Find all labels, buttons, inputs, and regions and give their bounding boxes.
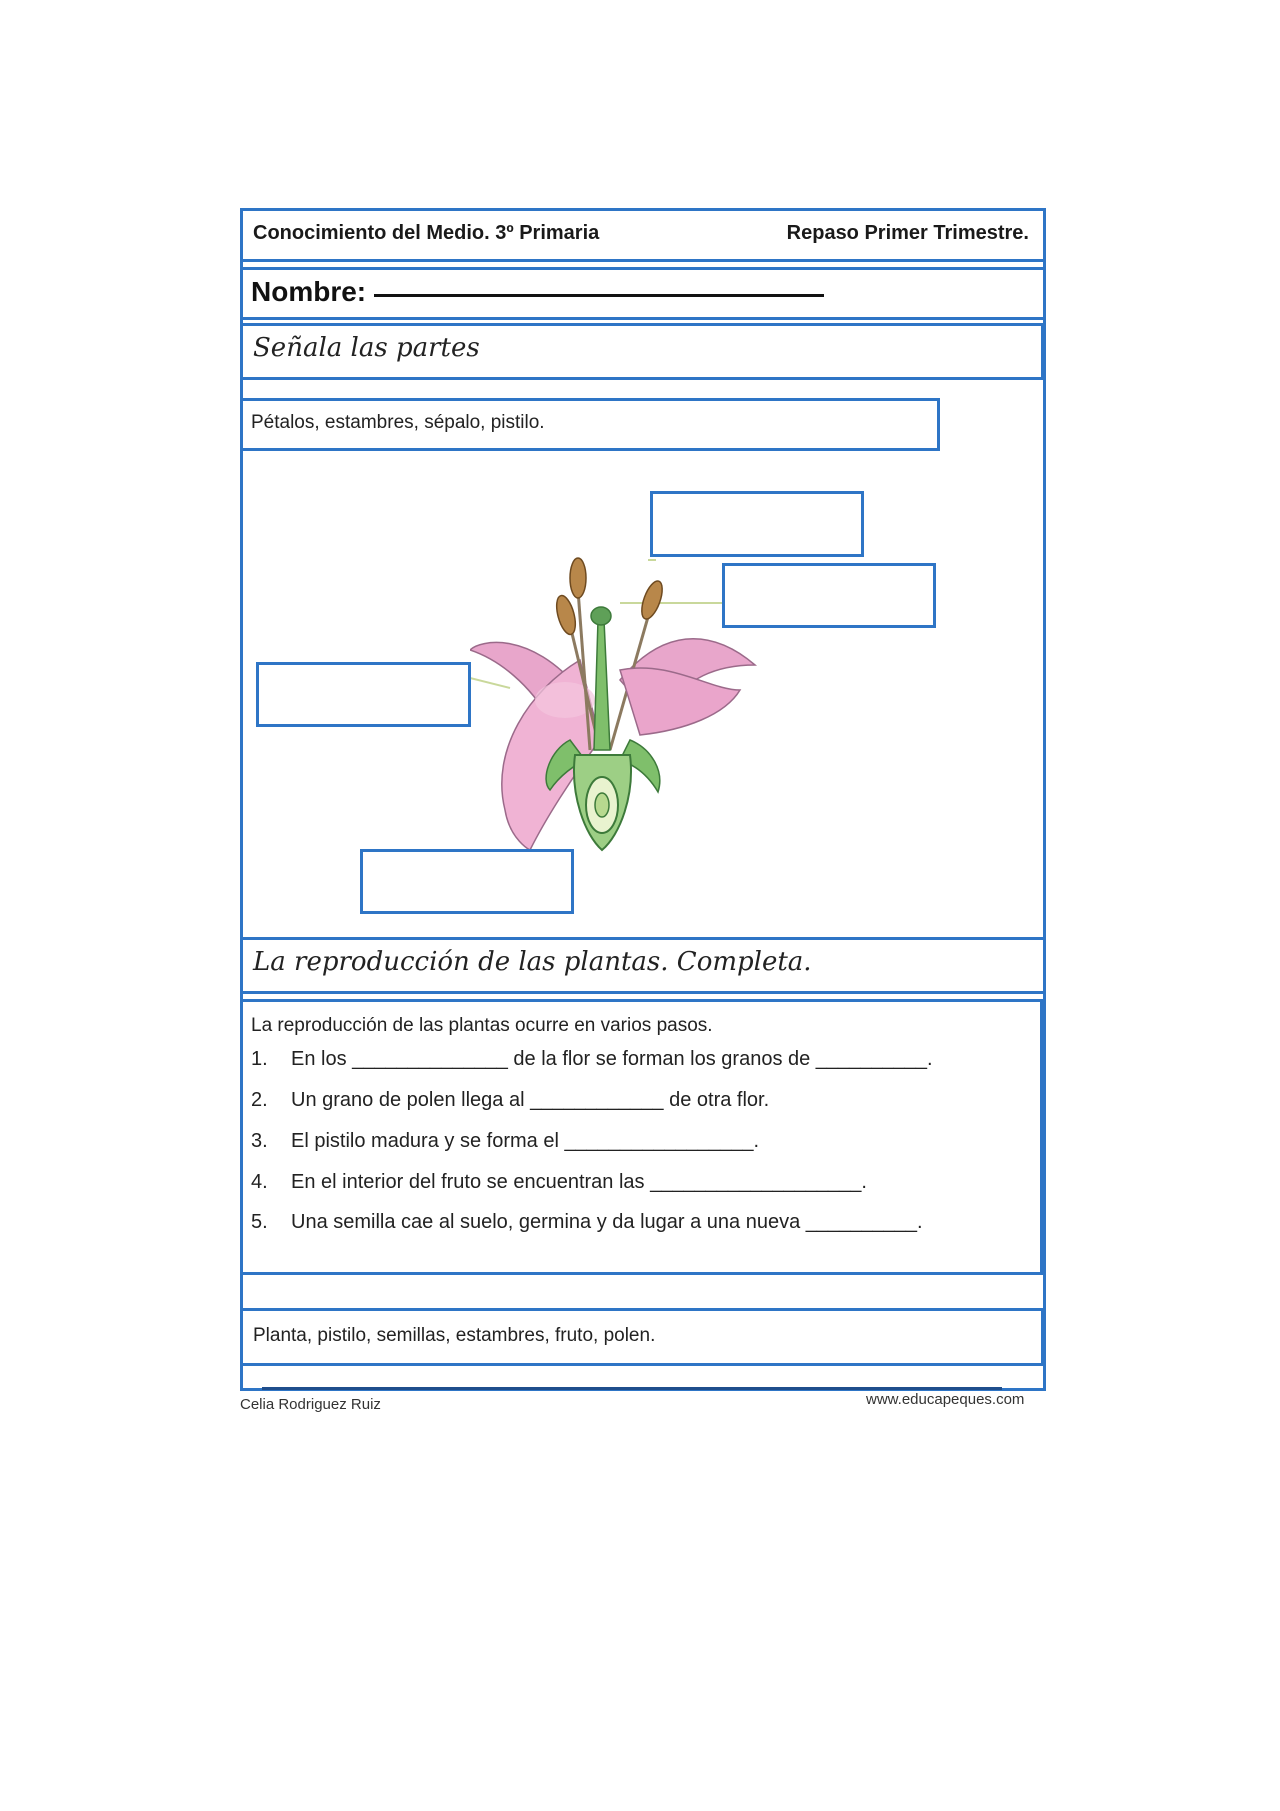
step-number: 3.: [251, 1130, 268, 1152]
name-label-text: Nombre:: [251, 276, 367, 307]
word-bank-2: [240, 1308, 1044, 1366]
anther: [638, 578, 667, 621]
step-number: 1.: [251, 1048, 268, 1070]
term-title: Repaso Primer Trimestre.: [786, 222, 1029, 244]
step-number: 2.: [251, 1089, 268, 1111]
name-row: [240, 267, 1046, 320]
exercise-step: [251, 1211, 923, 1234]
step-text[interactable]: Una semilla cae al suelo, germina y da lugar a una nueva __________.: [291, 1211, 923, 1233]
author-credit: Celia Rodriguez Ruiz: [240, 1396, 381, 1413]
anther: [553, 594, 579, 637]
exercise-step: [251, 1130, 759, 1153]
header-bar: [240, 208, 1046, 262]
section1-title-box: [240, 323, 1044, 380]
petal: [620, 668, 740, 735]
word-bank-1: [240, 398, 940, 451]
section1-title: Señala las partes: [253, 333, 480, 363]
step-number: 4.: [251, 1171, 268, 1193]
label-answer-box[interactable]: [256, 662, 471, 727]
exercise-intro: La reproducción de las plantas ocurre en varios pasos.: [251, 1015, 713, 1036]
exercise-step: [251, 1089, 769, 1112]
section2-title: La reproducción de las plantas. Completa.: [253, 947, 812, 977]
pointer-line: [470, 678, 510, 688]
anther: [570, 558, 586, 598]
step-number: 5.: [251, 1211, 268, 1233]
step-text[interactable]: Un grano de polen llega al ____________ de otra flor.: [291, 1089, 770, 1111]
exercise-box: [240, 999, 1043, 1275]
label-answer-box[interactable]: [722, 563, 936, 628]
word-bank-2-text: Planta, pistilo, semillas, estambres, fruto, polen.: [253, 1325, 656, 1346]
pistil: [594, 620, 610, 750]
exercise-step: [251, 1171, 867, 1194]
step-text[interactable]: En los ______________ de la flor se forman los granos de __________.: [291, 1048, 933, 1070]
label-answer-box[interactable]: [650, 491, 864, 557]
label-answer-box[interactable]: [360, 849, 574, 914]
name-label: [251, 276, 824, 308]
subject-title: Conocimiento del Medio. 3º Primaria: [253, 222, 600, 244]
step-text[interactable]: El pistilo madura y se forma el _________________.: [291, 1130, 760, 1152]
word-bank-1-text: Pétalos, estambres, sépalo, pistilo.: [251, 412, 545, 433]
footer-rule: [262, 1387, 1002, 1390]
step-text[interactable]: En el interior del fruto se encuentran las ___________________.: [291, 1171, 867, 1193]
website-credit: www.educapeques.com: [866, 1391, 1025, 1408]
name-line[interactable]: [374, 294, 824, 297]
exercise-step: [251, 1048, 933, 1071]
section2-title-box: [240, 937, 1046, 994]
